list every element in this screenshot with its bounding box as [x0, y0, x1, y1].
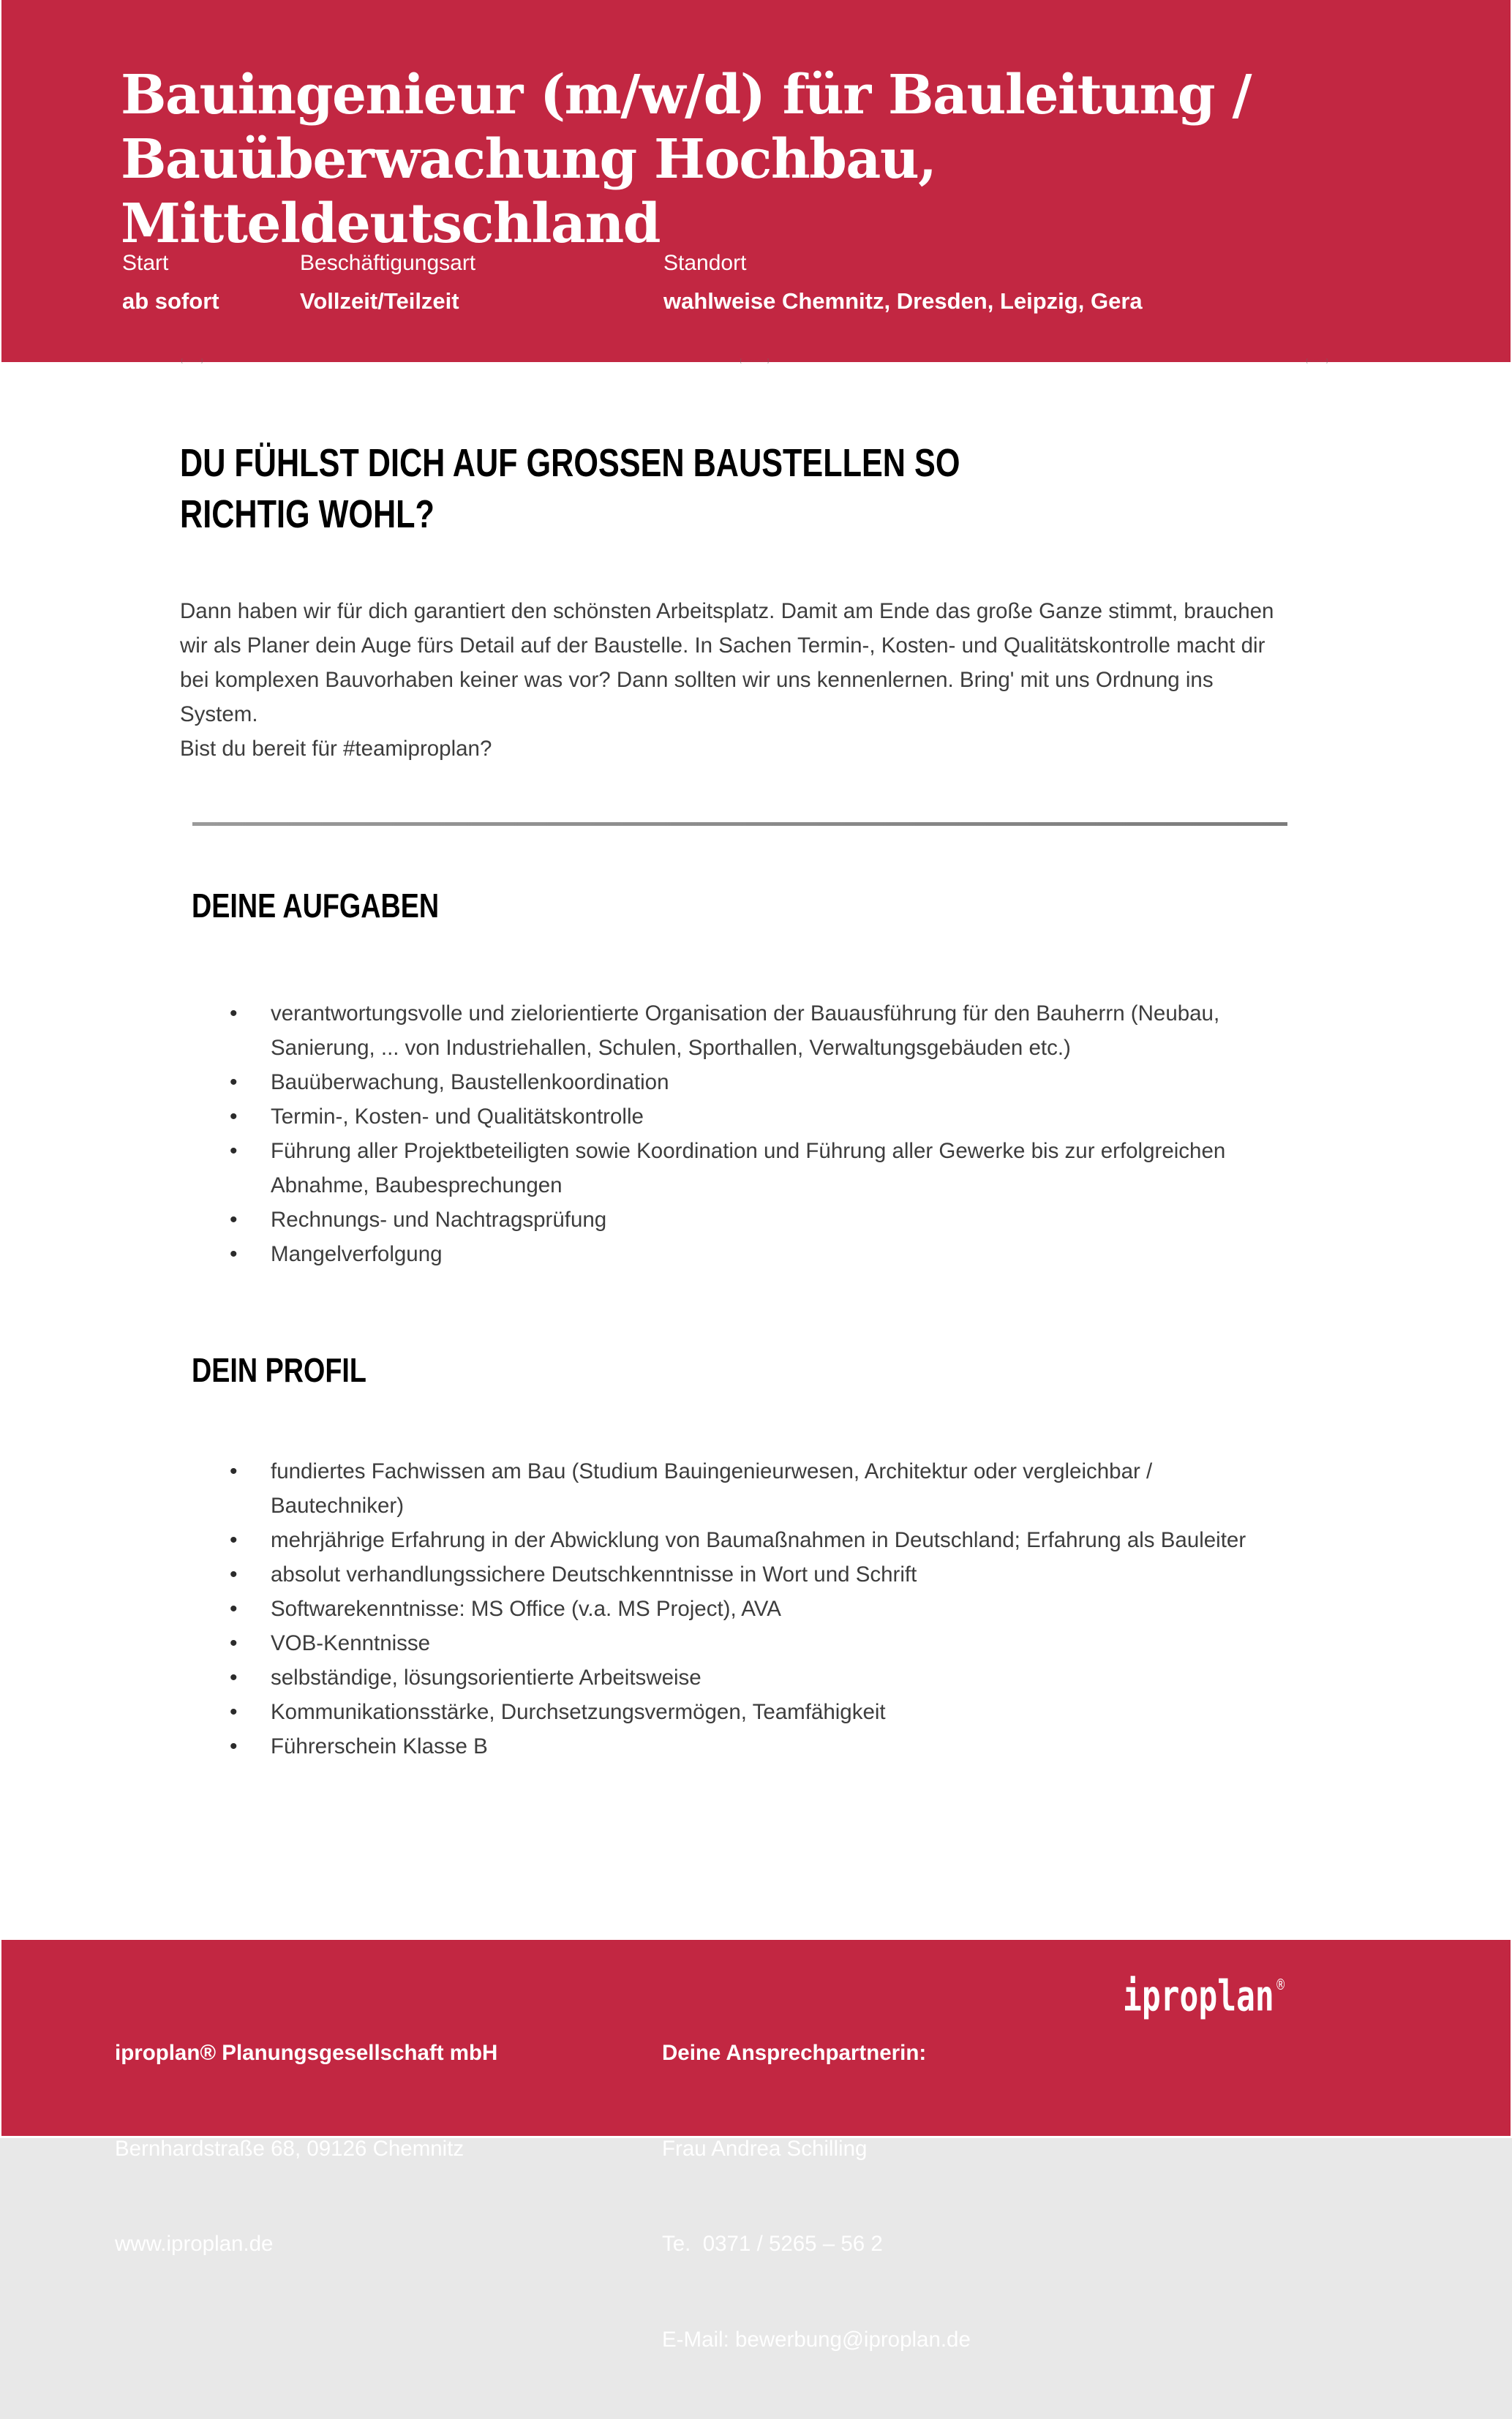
contact-heading: Deine Ansprechpartnerin: — [662, 2041, 927, 2065]
section-heading-profil: DEIN PROFIL — [192, 1351, 366, 1389]
header-band — [1, 0, 1511, 362]
footer-company-block — [115, 1974, 497, 2324]
contact-name: Frau Andrea Schilling — [662, 2136, 868, 2161]
profil-item: • Softwarekenntnisse: MS Office (v.a. MS Project), AVA — [228, 1592, 1274, 1626]
section-divider — [192, 822, 1287, 826]
intro-paragraph: Dann haben wir für dich garantiert den schönsten Arbeitsplatz. Damit am Ende das große Ganze stimmt, brauchen wir als Planer dein Auge fürs Detail auf der Baustelle. In Sachen Termin-, Kosten- und Qualitätskontrolle macht dir bei komplexen Bauvorhaben keiner was vor? Dann sollten wir uns kennenlernen. Bring' mit uns Ordnung ins System. — [180, 599, 1274, 726]
aufgaben-item: • Bauüberwachung, Baustellenkoordination — [228, 1065, 1274, 1099]
micro-text-mark: [··········] — [181, 359, 203, 364]
aufgaben-item: • Rechnungs- und Nachtragsprüfung — [228, 1203, 1274, 1237]
profil-item: • Führerschein Klasse B — [228, 1729, 1274, 1764]
intro-heading: DU FÜHLST DICH AUF GROSSEN BAUSTELLEN SO RICHTIG WOHL? — [180, 441, 960, 536]
profil-item: • mehrjährige Erfahrung in der Abwicklung von Baumaßnahmen in Deutschland; Erfahrung als Bauleiter — [228, 1523, 1274, 1557]
aufgaben-item: • Termin-, Kosten- und Qualitätskontrolle — [228, 1099, 1274, 1134]
micro-text-mark: [··············] — [740, 359, 770, 364]
meta-employment-type — [300, 249, 475, 316]
iproplan-logo-text: iproplan — [1123, 1971, 1274, 2021]
meta-location — [663, 249, 1143, 316]
job-meta-row — [122, 249, 1439, 329]
company-website-link[interactable]: www.iproplan.de — [115, 2232, 274, 2256]
micro-text-mark: [··········] — [1306, 359, 1328, 364]
contact-email-link[interactable]: E-Mail: bewerbung@iproplan.de — [662, 2327, 971, 2352]
meta-employment-type-label: Beschäftigungsart — [300, 251, 476, 275]
section-heading-aufgaben: DEINE AUFGABEN — [192, 887, 440, 925]
footer-contact-block — [662, 1974, 971, 2419]
job-title: Bauingenieur (m/w/d) für Bauleitung / Bauüberwachung Hochbau, Mitteldeutschland — [121, 64, 1251, 255]
registered-trademark-icon: ® — [1275, 1976, 1287, 1993]
company-name: iproplan® Planungsgesellschaft mbH — [115, 2041, 498, 2065]
meta-location-value: wahlweise Chemnitz, Dresden, Leipzig, Gera — [663, 288, 1143, 314]
aufgaben-item: • verantwortungsvolle und zielorientierte Organisation der Bauausführung für den Bauherrn (Neubau, Sanierung, ... von Industriehallen, Schulen, Sporthallen, Verwaltungsgebäuden etc.) — [228, 996, 1274, 1065]
company-address: Bernhardstraße 68, 09126 Chemnitz — [115, 2136, 464, 2161]
meta-employment-type-value: Vollzeit/Teilzeit — [300, 288, 459, 314]
meta-start-value: ab sofort — [122, 288, 219, 314]
meta-start-label: Start — [122, 251, 169, 275]
meta-start — [122, 249, 219, 316]
profil-list — [228, 1454, 1274, 1764]
iproplan-logo — [1123, 1968, 1287, 2021]
profil-item: • VOB-Kenntnisse — [228, 1626, 1274, 1660]
profil-item: • fundiertes Fachwissen am Bau (Studium Bauingenieurwesen, Architektur oder vergleichbar / Bautechniker) — [228, 1454, 1274, 1523]
profil-item: • selbständige, lösungsorientierte Arbeitsweise — [228, 1660, 1274, 1695]
aufgaben-item: • Mangelverfolgung — [228, 1237, 1274, 1271]
aufgaben-list — [228, 996, 1274, 1271]
intro-copy — [180, 594, 1288, 766]
profil-item: • Kommunikationsstärke, Durchsetzungsvermögen, Teamfähigkeit — [228, 1695, 1274, 1729]
contact-phone: Te. 0371 / 5265 – 56 2 — [662, 2232, 883, 2256]
footer-band — [1, 1940, 1511, 2352]
aufgaben-item: • Führung aller Projektbeteiligten sowie Koordination und Führung aller Gewerke bis zur erfolgreichen Abnahme, Baubesprechungen — [228, 1134, 1274, 1203]
meta-location-label: Standort — [663, 251, 747, 275]
intro-question: Bist du bereit für #teamiproplan? — [180, 737, 492, 761]
profil-item: • absolut verhandlungssichere Deutschkenntnisse in Wort und Schrift — [228, 1557, 1274, 1592]
